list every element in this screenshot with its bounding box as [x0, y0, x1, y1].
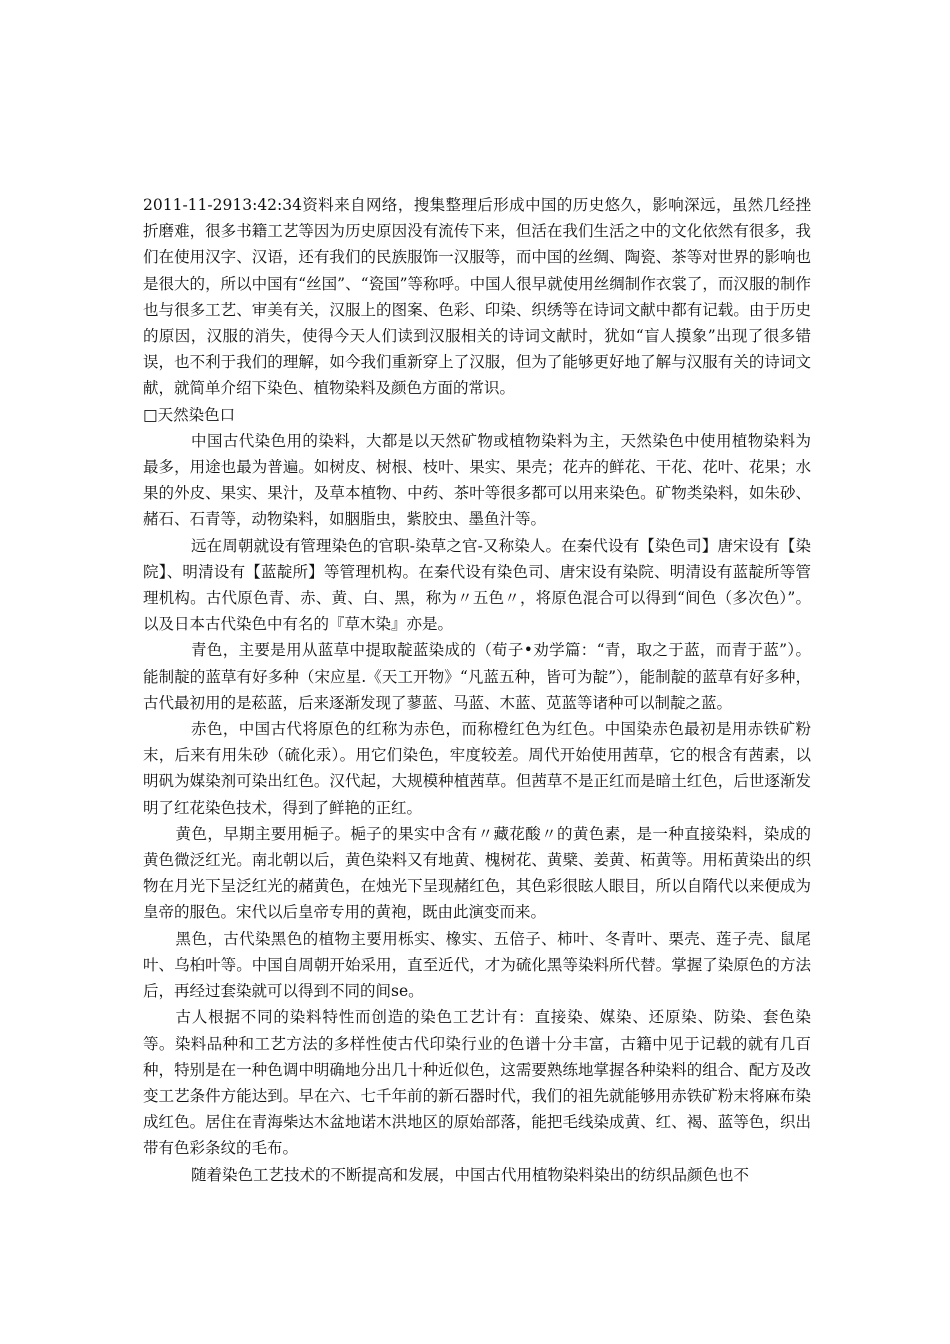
- paragraph-dye-sources: 中国古代染色用的染料，大都是以天然矿物或植物染料为主，天然染色中使用植物染料为最多，用途也最为普遍。如树皮、树根、枝叶、果实、果壳；花卉的鲜花、干花、花叶、花果；水果的外皮、果实、果汁，及草本植物、中药、茶叶等很多都可以用来染色。矿物类染料，如朱砂、赭石、石青等，动物染料，如胭脂虫，紫胶虫、墨鱼汁等。: [143, 431, 811, 529]
- document-body: [143, 192, 811, 1188]
- intro-paragraph: 2011-11-2913:42:34资料来自网络，搜集整理后形成中国的历史悠久，影响深远，虽然几经挫折磨难，很多书籍工艺等因为历史原因没有流传下来，但活在我们生活之中的文化依然有很多，我们在使用汉字、汉语，还有我们的民族服饰一汉服等，而中国的丝绸、陶瓷、茶等对世界的影响也是很大的，所以中国有“丝国”、“瓷国”等称呼。中国人很早就使用丝绸制作衣裳了，而汉服的制作也与很多工艺、审美有关，汉服上的图案、色彩、印染、织绣等在诗词文献中都有记载。由于历史的原因，汉服的消失，使得今天人们读到汉服相关的诗词文献时，犹如“盲人摸象”出现了很多错误，也不利于我们的理解，如今我们重新穿上了汉服，但为了能够更好地了解与汉服有关的诗词文献，就简单介绍下染色、植物染料及颜色方面的常识。: [143, 196, 811, 398]
- paragraph-blue: 青色，主要是用从蓝草中提取靛蓝染成的（荀子•劝学篇：“青，取之于蓝，而青于蓝”）。能制靛的蓝草有好多种（宋应星.《天工开物》“凡蓝五种，皆可为靛”），能制靛的蓝草有好多种，古代最初用的是菘蓝，后来逐渐发现了蓼蓝、马蓝、木蓝、苋蓝等诸种可以制靛之蓝。: [143, 641, 811, 712]
- paragraph-yellow: 黄色，早期主要用梔子。梔子的果实中含有〃藏花酸〃的黄色素，是一种直接染料，染成的黄色微泛红光。南北朝以后，黄色染料又有地黄、槐树花、黄檗、姜黄、柘黄等。用柘黄染出的织物在月光下呈泛红光的赭黄色，在烛光下呈现赭红色，其色彩很眩人眼目，所以自隋代以来便成为皇帝的服色。宋代以后皇帝专用的黄袍，既由此演变而来。: [143, 824, 811, 922]
- section-heading: □天然染色口: [143, 405, 236, 424]
- paragraph-dye-offices: 远在周朝就设有管理染色的官职-染草之官-又称染人。在秦代设有【染色司】唐宋设有【染院】、明清设有【蓝靛所】等管理机构。在秦代设有染色司、唐宋设有染院、明清设有蓝靛所等管理机构。古代原色青、赤、黄、白、黑，称为〃五色〃，将原色混合可以得到“间色（多次色）”。以及日本古代染色中有名的『草木染』亦是。: [143, 536, 811, 634]
- paragraph-dye-techniques: 古人根据不同的染料特性而创造的染色工艺计有：直接染、媒染、还原染、防染、套色染等。染料品种和工艺方法的多样性使古代印染行业的色谱十分丰富，古籍中见于记载的就有几百种，特别是在一种色调中明确地分出几十种近似色，这需要熟练地掌握各种染料的组合、配方及改变工艺条件方能达到。早在六、七千年前的新石器时代，我们的祖先就能够用赤铁矿粉末将麻布染成红色。居住在青海柴达木盆地诺木洪地区的原始部落，能把毛线染成黄、红、褐、蓝等色，织出带有色彩条纹的毛布。: [143, 1008, 811, 1158]
- paragraph-red: 赤色，中国古代将原色的红称为赤色，而称橙红色为红色。中国染赤色最初是用赤铁矿粉末，后来有用朱砂（硫化汞）。用它们染色，牢度较差。周代开始使用茜草，它的根含有茜素，以明矾为媒染剂可染出红色。汉代起，大规模种植茜草。但茜草不是正红而是暗土红色，后世逐渐发明了红花染色技术，得到了鲜艳的正红。: [143, 720, 811, 817]
- paragraph-black: 黑色，古代染黑色的植物主要用栎实、橡实、五倍子、柿叶、冬青叶、栗壳、莲子壳、鼠尾叶、乌桕叶等。中国自周朝开始采用，直至近代，才为硫化黑等染料所代替。掌握了染原色的方法后，再经过套染就可以得到不同的间se。: [143, 929, 811, 1001]
- paragraph-dye-development: 随着染色工艺技术的不断提高和发展，中国古代用植物染料染出的纺织品颜色也不: [191, 1165, 750, 1184]
